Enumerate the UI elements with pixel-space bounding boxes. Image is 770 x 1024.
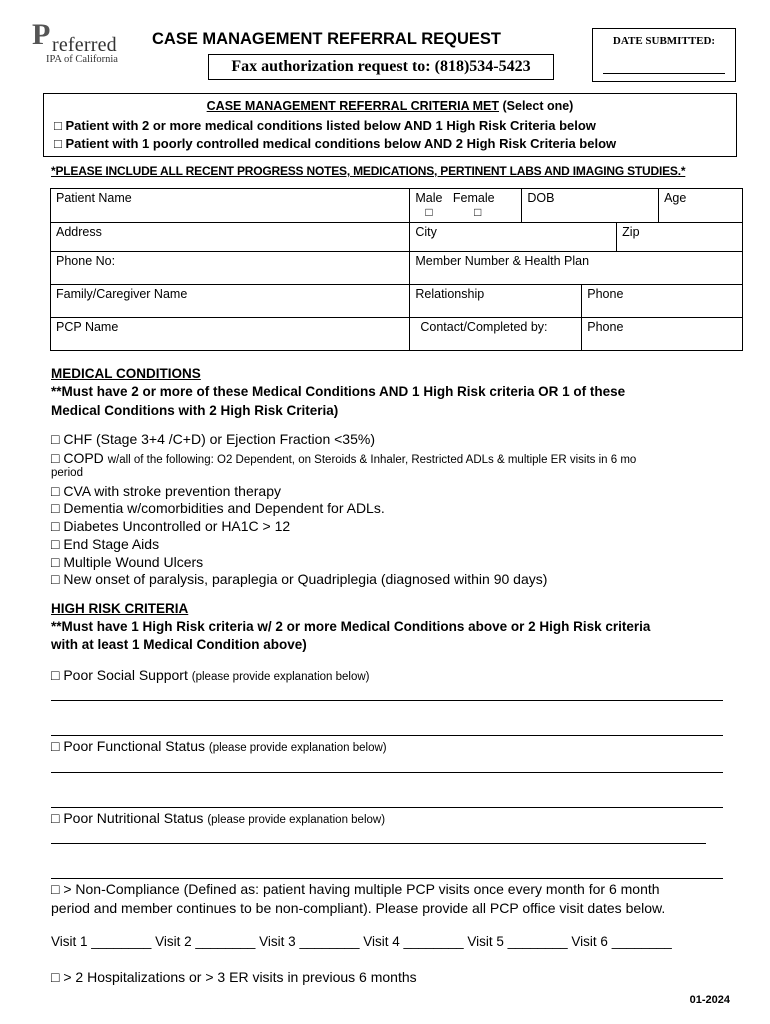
female-checkbox[interactable]: □ xyxy=(474,205,482,219)
fax-box: Fax authorization request to: (818)534-5423 xyxy=(208,54,554,80)
nutritional-explanation-line-2[interactable] xyxy=(51,878,723,879)
patient-info-table xyxy=(50,188,743,351)
end-stage-aids-option[interactable]: □ End Stage Aids xyxy=(51,536,160,552)
pcp-name-field[interactable]: PCP Name xyxy=(51,318,410,351)
medical-requirement-line-2: Medical Conditions with 2 High Risk Criteria) xyxy=(51,403,339,418)
logo-word: referred xyxy=(52,34,117,56)
family-phone-field[interactable]: Phone xyxy=(582,285,743,318)
functional-explanation-line-2[interactable] xyxy=(51,807,723,808)
hospitalizations-option[interactable]: □ > 2 Hospitalizations or > 3 ER visits in previous 6 months xyxy=(51,969,417,985)
copd-detail: w/all of the following: O2 Dependent, on Steroids & Inhaler, Restricted ADLs & multiple ER visits in 6 mo xyxy=(107,454,637,466)
medical-conditions-heading: MEDICAL CONDITIONS xyxy=(51,366,201,381)
medical-requirement-line-1: **Must have 2 or more of these Medical Conditions AND 1 High Risk criteria OR 1 of these xyxy=(51,384,626,399)
dementia-option[interactable]: □ Dementia w/comorbidities and Dependent for ADLs. xyxy=(51,500,385,516)
logo-subtitle: IPA of California xyxy=(46,54,118,65)
poor-social-support-option[interactable]: □ Poor Social Support (please provide explanation below) xyxy=(51,667,370,683)
social-explanation-line-2[interactable] xyxy=(51,735,723,736)
pcp-visit-dates[interactable]: Visit 1 ________ Visit 2 ________ Visit 3 ________ Visit 4 ________ Visit 5 ________ Visit 6 ________ xyxy=(51,934,672,949)
referral-criteria-box xyxy=(43,93,737,157)
diabetes-option[interactable]: □ Diabetes Uncontrolled or HA1C > 12 xyxy=(51,518,291,534)
form-revision-date: 01-2024 xyxy=(689,994,730,1006)
preferred-ipa-logo xyxy=(32,20,132,64)
criteria-title-text: CASE MANAGEMENT REFERRAL CRITERIA MET xyxy=(206,99,500,113)
include-notes-instruction: *PLEASE INCLUDE ALL RECENT PROGRESS NOTES, MEDICATIONS, PERTINENT LABS AND IMAGING STUDIES.* xyxy=(51,164,686,178)
nutritional-explanation-line[interactable] xyxy=(51,843,706,844)
social-explanation-line[interactable] xyxy=(51,700,723,701)
criteria-title-suffix: (Select one) xyxy=(502,99,574,113)
family-caregiver-field[interactable]: Family/Caregiver Name xyxy=(51,285,410,318)
city-field[interactable]: City xyxy=(410,223,617,252)
wound-ulcers-option[interactable]: □ Multiple Wound Ulcers xyxy=(51,554,204,570)
copd-detail-continued: period xyxy=(51,467,83,479)
sex-field[interactable]: Male Female □ □ xyxy=(410,189,522,223)
non-compliance-option[interactable]: □ > Non-Compliance (Defined as: patient having multiple PCP visits once every month for 6 month xyxy=(51,881,660,897)
contact-completed-field[interactable]: Contact/Completed by: xyxy=(410,318,582,351)
zip-field[interactable]: Zip xyxy=(617,223,743,252)
copd-option[interactable] xyxy=(51,450,636,466)
relationship-field[interactable]: Relationship xyxy=(410,285,582,318)
risk-requirement-line-2: with at least 1 Medical Condition above) xyxy=(51,637,307,652)
date-submitted-field[interactable] xyxy=(603,73,725,74)
criteria-title xyxy=(44,99,736,113)
functional-explanation-line[interactable] xyxy=(51,772,723,773)
phone-no-field[interactable]: Phone No: xyxy=(51,252,410,285)
male-checkbox[interactable]: □ xyxy=(425,205,433,219)
cva-option[interactable]: □ CVA with stroke prevention therapy xyxy=(51,483,281,499)
form-title: CASE MANAGEMENT REFERRAL REQUEST xyxy=(152,30,501,48)
member-number-field[interactable]: Member Number & Health Plan xyxy=(410,252,743,285)
pcp-phone-field[interactable]: Phone xyxy=(582,318,743,351)
copd-label: □ COPD xyxy=(51,450,104,466)
logo-mark: P xyxy=(32,18,51,51)
criteria-option-1[interactable]: □ Patient with 2 or more medical conditions listed below AND 1 High Risk Criteria below xyxy=(54,118,596,133)
non-compliance-continued: period and member continues to be non-compliant). Please provide all PCP office visit dates below. xyxy=(51,900,666,916)
paralysis-option[interactable]: □ New onset of paralysis, paraplegia or Quadriplegia (diagnosed within 90 days) xyxy=(51,571,548,587)
age-field[interactable]: Age xyxy=(659,189,743,223)
poor-nutritional-status-option[interactable]: □ Poor Nutritional Status (please provide explanation below) xyxy=(51,810,386,826)
risk-requirement-line-1: **Must have 1 High Risk criteria w/ 2 or more Medical Conditions above or 2 High Risk criteria xyxy=(51,619,651,634)
date-submitted-box xyxy=(592,28,736,82)
dob-field[interactable]: DOB xyxy=(522,189,659,223)
criteria-option-2[interactable]: □ Patient with 1 poorly controlled medical conditions below AND 2 High Risk Criteria below xyxy=(54,136,617,151)
poor-functional-status-option[interactable]: □ Poor Functional Status (please provide explanation below) xyxy=(51,738,387,754)
patient-name-field[interactable]: Patient Name xyxy=(51,189,410,223)
address-field[interactable]: Address xyxy=(51,223,410,252)
chf-option[interactable]: □ CHF (Stage 3+4 /C+D) or Ejection Fraction <35%) xyxy=(51,431,375,447)
high-risk-heading: HIGH RISK CRITERIA xyxy=(51,601,189,616)
date-submitted-label: DATE SUBMITTED: xyxy=(612,35,716,47)
